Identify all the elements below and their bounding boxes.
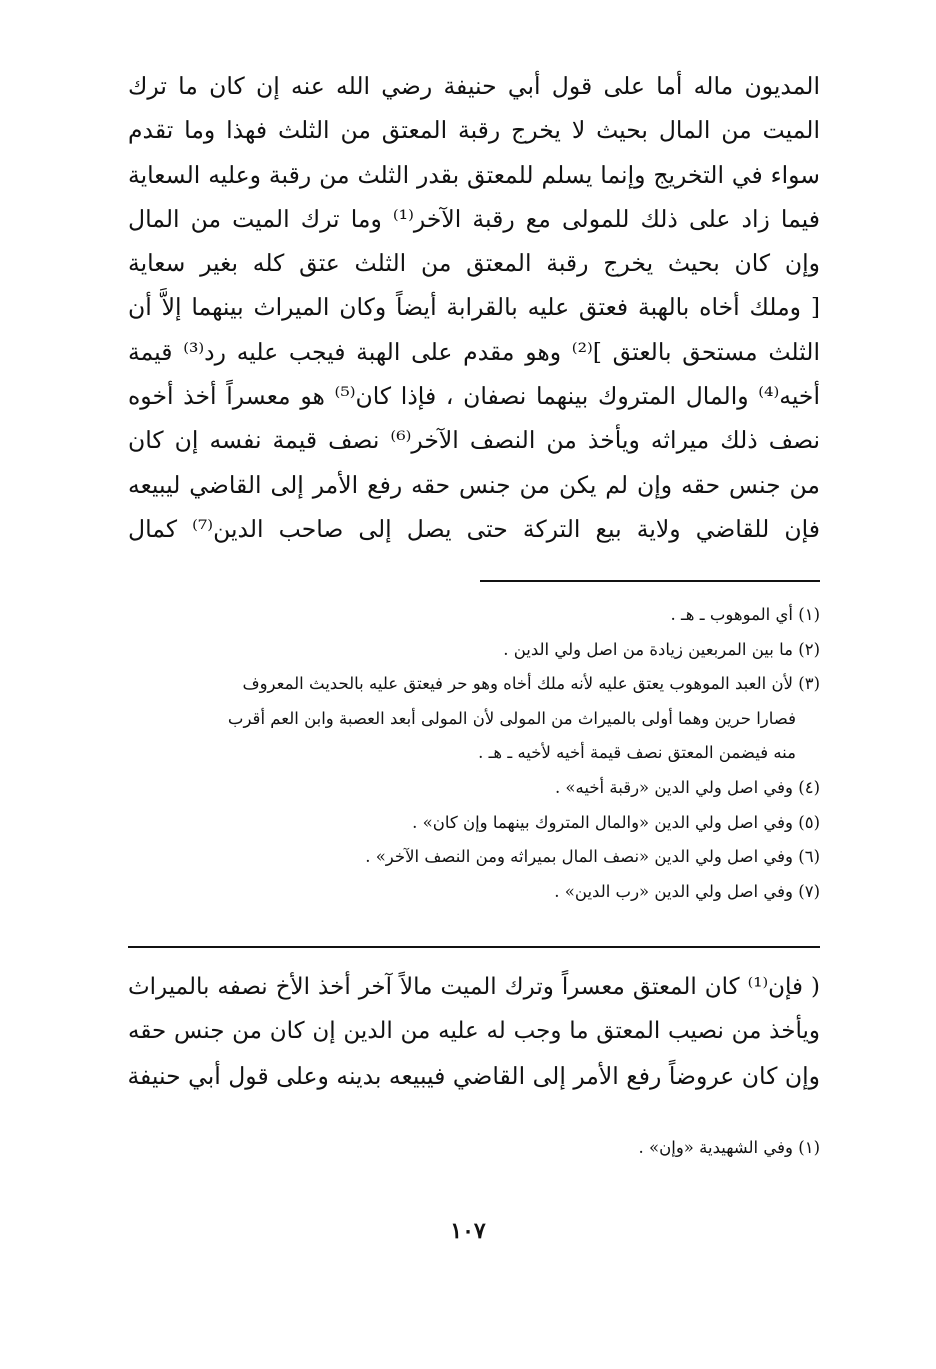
footnote-3-continued: منه فيضمن المعتق نصف قيمة أخيه لأخيه ـ هـ . xyxy=(478,743,796,763)
text-line: وإن كان بحيث يخرج رقبة المعتق من الثلث عتق كله بغير سعاية xyxy=(128,249,820,278)
text-line: فيما زاد على ذلك للمولى مع رقبة الآخر⁽¹⁾ وما ترك الميت من المال xyxy=(128,204,820,233)
text-line: فإن للقاضي ولاية بيع التركة حتى يصل إلى صاحب الدين⁽⁷⁾ كمال xyxy=(128,514,820,543)
text-line: الميت من المال بحيث لا يخرج رقبة المعتق من الثلث فهذا وما تقدم xyxy=(128,116,820,145)
text-line: ويأخذ من نصيب المعتق ما وجب له عليه من الدين إن كان من جنس حقه xyxy=(128,1018,820,1045)
text-line: الثلث مستحق بالعتق ]⁽²⁾ وهو مقدم على الهبة فيجب عليه رد⁽³⁾ قيمة xyxy=(128,337,820,366)
text-line: أخيه⁽⁴⁾ والمال المتروك بينهما نصفان ، فإذا كان⁽⁵⁾ هو معسراً أخذ أخوه xyxy=(128,382,820,411)
page-number: ١٠٧ xyxy=(450,1218,486,1244)
text-line: [ وملك أخاه بالهبة فعتق عليه بالقرابة أيضاً وكان الميراث بينهما إلاَّ أن xyxy=(128,293,820,322)
text-line: المديون ماله أما على قول أبي حنيفة رضي الله عنه إن كان ما ترك xyxy=(128,72,820,100)
section-divider xyxy=(128,946,820,948)
footnote-separator xyxy=(480,580,820,582)
footnote-4: (٤) وفي اصل ولي الدين «رقبة أخيه» . xyxy=(554,777,820,797)
footnotes-block xyxy=(128,598,820,909)
footnote-3-continued: فصارا حرين وهما أولى بالميراث من المولى لأن المولى أبعد العصبة وابن العم أقرب xyxy=(227,708,796,728)
text-line: ( فإن⁽¹⁾ كان المعتق معسراً وترك الميت مالاً آخر أخذ الأخ نصفه بالميراث xyxy=(128,974,820,1000)
footnote-3: (٣) لأن العبد الموهوب يعتق عليه لأنه ملك أخاه وهو حر فيعتق عليه بالحديث المعروف xyxy=(242,674,820,694)
commentary-text-block xyxy=(128,965,820,1098)
footnote-5: (٥) وفي اصل ولي الدين «والمال المتروك بينهما وإن كان» . xyxy=(412,812,820,832)
text-line: من جنس حقه وإن لم يكن من جنس حقه رفع الأمر إلى القاضي ليبيعه xyxy=(128,470,820,499)
footnote-1: (١) أي الموهوب ـ هـ . xyxy=(670,605,820,624)
commentary-footnotes-block xyxy=(128,1131,820,1166)
main-text-block xyxy=(128,64,820,551)
text-line: سواء في التخريج وإنما يسلم للمعتق بقدر الثلث من رقبة وعليه السعاية xyxy=(128,160,820,189)
footnote-2: (٢) ما بين المربعين زيادة من اصل ولي الدين . xyxy=(503,639,820,659)
footnote-6: (٦) وفي اصل ولي الدين «نصف المال بميراثه ومن النصف الآخر» . xyxy=(365,847,820,867)
text-line: وإن كان عروضاً رفع الأمر إلى القاضي فيبيعه بدينه وعلى قول أبي حنيفة xyxy=(127,1061,820,1090)
footnote-1: (١) وفي الشهيدية «وإن» . xyxy=(638,1138,820,1157)
footnote-7: (٧) وفي اصل ولي الدين «رب الدين» . xyxy=(554,881,820,901)
text-line: نصف ذلك ميراثه ويأخذ من النصف الآخر⁽⁶⁾ نصف قيمة نفسه إن كان xyxy=(128,426,820,455)
